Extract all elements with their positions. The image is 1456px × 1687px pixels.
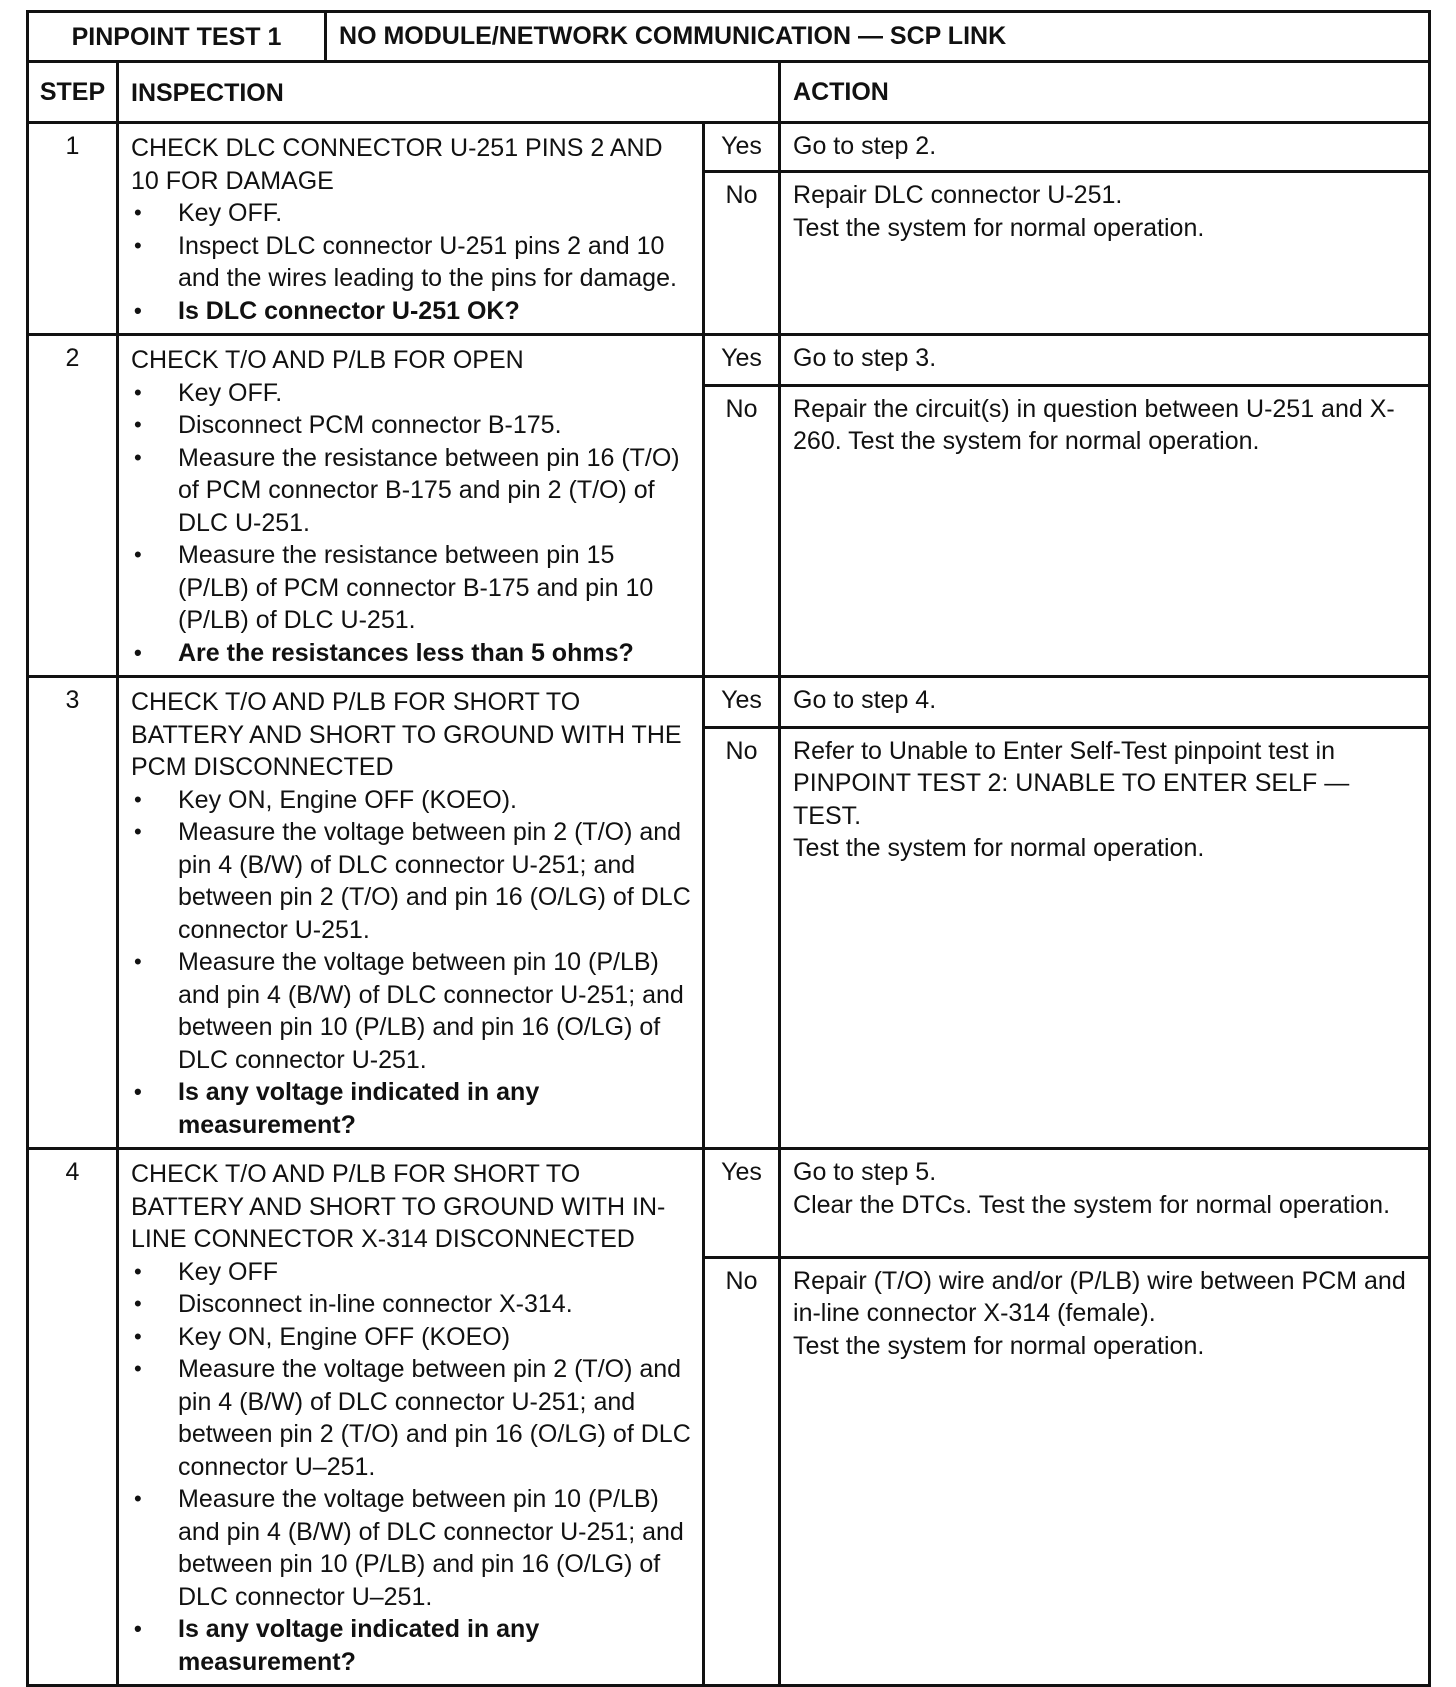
inspection-bullet: • Key ON, Engine OFF (KOEO): [131, 1321, 692, 1354]
step-number: 1: [28, 123, 118, 335]
yes-label: Yes: [704, 123, 780, 172]
column-header-row: [28, 62, 1430, 123]
step-column-header: STEP: [28, 62, 118, 123]
yes-label: Yes: [704, 1149, 780, 1258]
yes-action: [780, 335, 1430, 386]
inspection-bullet: • Key OFF.: [131, 197, 692, 230]
action-line: Test the system for normal operation.: [793, 834, 1205, 863]
test-title: NO MODULE/NETWORK COMMUNICATION — SCP LINK: [326, 12, 1430, 62]
action-line: Go to step 5.: [793, 1158, 937, 1186]
inspection-question: • Is any voltage indicated in any measurement?: [131, 1076, 692, 1141]
diagnostic-table: [26, 10, 1431, 1687]
inspection-cell: [118, 335, 704, 677]
no-label: No: [704, 385, 780, 676]
yes-action: [780, 677, 1430, 728]
step-heading: CHECK DLC CONNECTOR U-251 PINS 2 AND 10 FOR DAMAGE: [131, 134, 663, 195]
inspection-cell: [118, 1149, 704, 1686]
yes-action: [780, 123, 1430, 172]
inspection-column-header: INSPECTION: [118, 62, 780, 123]
inspection-bullet: • Key OFF.: [131, 377, 692, 410]
inspection-cell: [118, 123, 704, 335]
no-label: No: [704, 172, 780, 335]
action-line: Repair DLC connector U-251.: [793, 181, 1123, 210]
action-column-header: ACTION: [780, 62, 1430, 123]
inspection-bullets: [131, 197, 692, 327]
yes-label: Yes: [704, 677, 780, 728]
inspection-bullets: [131, 1256, 692, 1679]
inspection-bullets: [131, 784, 692, 1142]
action-line: Repair the circuit(s) in question between U-251 and X-260. Test the system for normal operation.: [793, 394, 1395, 456]
action-line: Test the system for normal operation.: [793, 1331, 1205, 1360]
inspection-bullet: • Measure the voltage between pin 10 (P/LB) and pin 4 (B/W) of DLC connector U-251; and between pin 10 (P/LB) and pin 16 (O/LG) of DLC connector U-251.: [131, 946, 692, 1076]
step-row: [28, 335, 1430, 386]
step-number: 4: [28, 1149, 118, 1686]
action-line: Go to step 3.: [793, 344, 937, 372]
action-line: Go to step 4.: [793, 686, 937, 714]
yes-label: Yes: [704, 335, 780, 386]
no-label: No: [704, 1257, 780, 1685]
test-id: PINPOINT TEST 1: [28, 12, 326, 62]
step-number: 2: [28, 335, 118, 677]
yes-action: [780, 1149, 1430, 1258]
action-line: Repair (T/O) wire and/or (P/LB) wire between PCM and in-line connector X-314 (female).: [793, 1266, 1406, 1328]
step-heading: CHECK T/O AND P/LB FOR SHORT TO BATTERY AND SHORT TO GROUND WITH IN-LINE CONNECTOR X-314 DISCONNECTED: [131, 1160, 666, 1253]
inspection-bullets: [131, 377, 692, 670]
pinpoint-test-table: [26, 10, 1428, 1687]
step-number: 3: [28, 677, 118, 1149]
no-action: [780, 1257, 1430, 1685]
step-row: [28, 1149, 1430, 1258]
action-line: Clear the DTCs. Test the system for normal operation.: [793, 1190, 1391, 1219]
step-heading: CHECK T/O AND P/LB FOR OPEN: [131, 346, 524, 374]
inspection-bullet: • Inspect DLC connector U-251 pins 2 and 10 and the wires leading to the pins for damage.: [131, 230, 692, 295]
inspection-cell: [118, 677, 704, 1149]
title-row: [28, 12, 1430, 62]
no-action: [780, 727, 1430, 1148]
no-action: [780, 385, 1430, 676]
inspection-question: • Is any voltage indicated in any measurement?: [131, 1613, 692, 1678]
inspection-question: • Is DLC connector U-251 OK?: [131, 295, 692, 328]
action-line: Go to step 2.: [793, 132, 937, 160]
action-line: Refer to Unable to Enter Self-Test pinpoint test in PINPOINT TEST 2: UNABLE TO ENTER SELF — TEST.: [793, 736, 1350, 830]
inspection-bullet: • Measure the voltage between pin 2 (T/O) and pin 4 (B/W) of DLC connector U-251; and between pin 2 (T/O) and pin 16 (O/LG) of DLC connector U-251.: [131, 816, 692, 946]
step-row: [28, 123, 1430, 172]
inspection-question: • Are the resistances less than 5 ohms?: [131, 637, 692, 670]
action-line: Test the system for normal operation.: [793, 213, 1205, 242]
inspection-bullet: • Measure the resistance between pin 16 (T/O) of PCM connector B-175 and pin 2 (T/O) of DLC U-251.: [131, 442, 692, 540]
inspection-bullet: • Measure the voltage between pin 2 (T/O) and pin 4 (B/W) of DLC connector U-251; and between pin 2 (T/O) and pin 16 (O/LG) of DLC connector U–251.: [131, 1353, 692, 1483]
step-row: [28, 677, 1430, 728]
inspection-bullet: • Measure the voltage between pin 10 (P/LB) and pin 4 (B/W) of DLC connector U-251; and between pin 10 (P/LB) and pin 16 (O/LG) of DLC connector U–251.: [131, 1483, 692, 1613]
steps-body: [28, 123, 1430, 1686]
inspection-bullet: • Measure the resistance between pin 15 (P/LB) of PCM connector B-175 and pin 10 (P/LB) of DLC U-251.: [131, 539, 692, 637]
step-heading: CHECK T/O AND P/LB FOR SHORT TO BATTERY AND SHORT TO GROUND WITH THE PCM DISCONNECTED: [131, 688, 682, 781]
inspection-bullet: • Key ON, Engine OFF (KOEO).: [131, 784, 692, 817]
no-label: No: [704, 727, 780, 1148]
inspection-bullet: • Disconnect in-line connector X-314.: [131, 1288, 692, 1321]
inspection-bullet: • Key OFF: [131, 1256, 692, 1289]
no-action: [780, 172, 1430, 335]
inspection-bullet: • Disconnect PCM connector B-175.: [131, 409, 692, 442]
